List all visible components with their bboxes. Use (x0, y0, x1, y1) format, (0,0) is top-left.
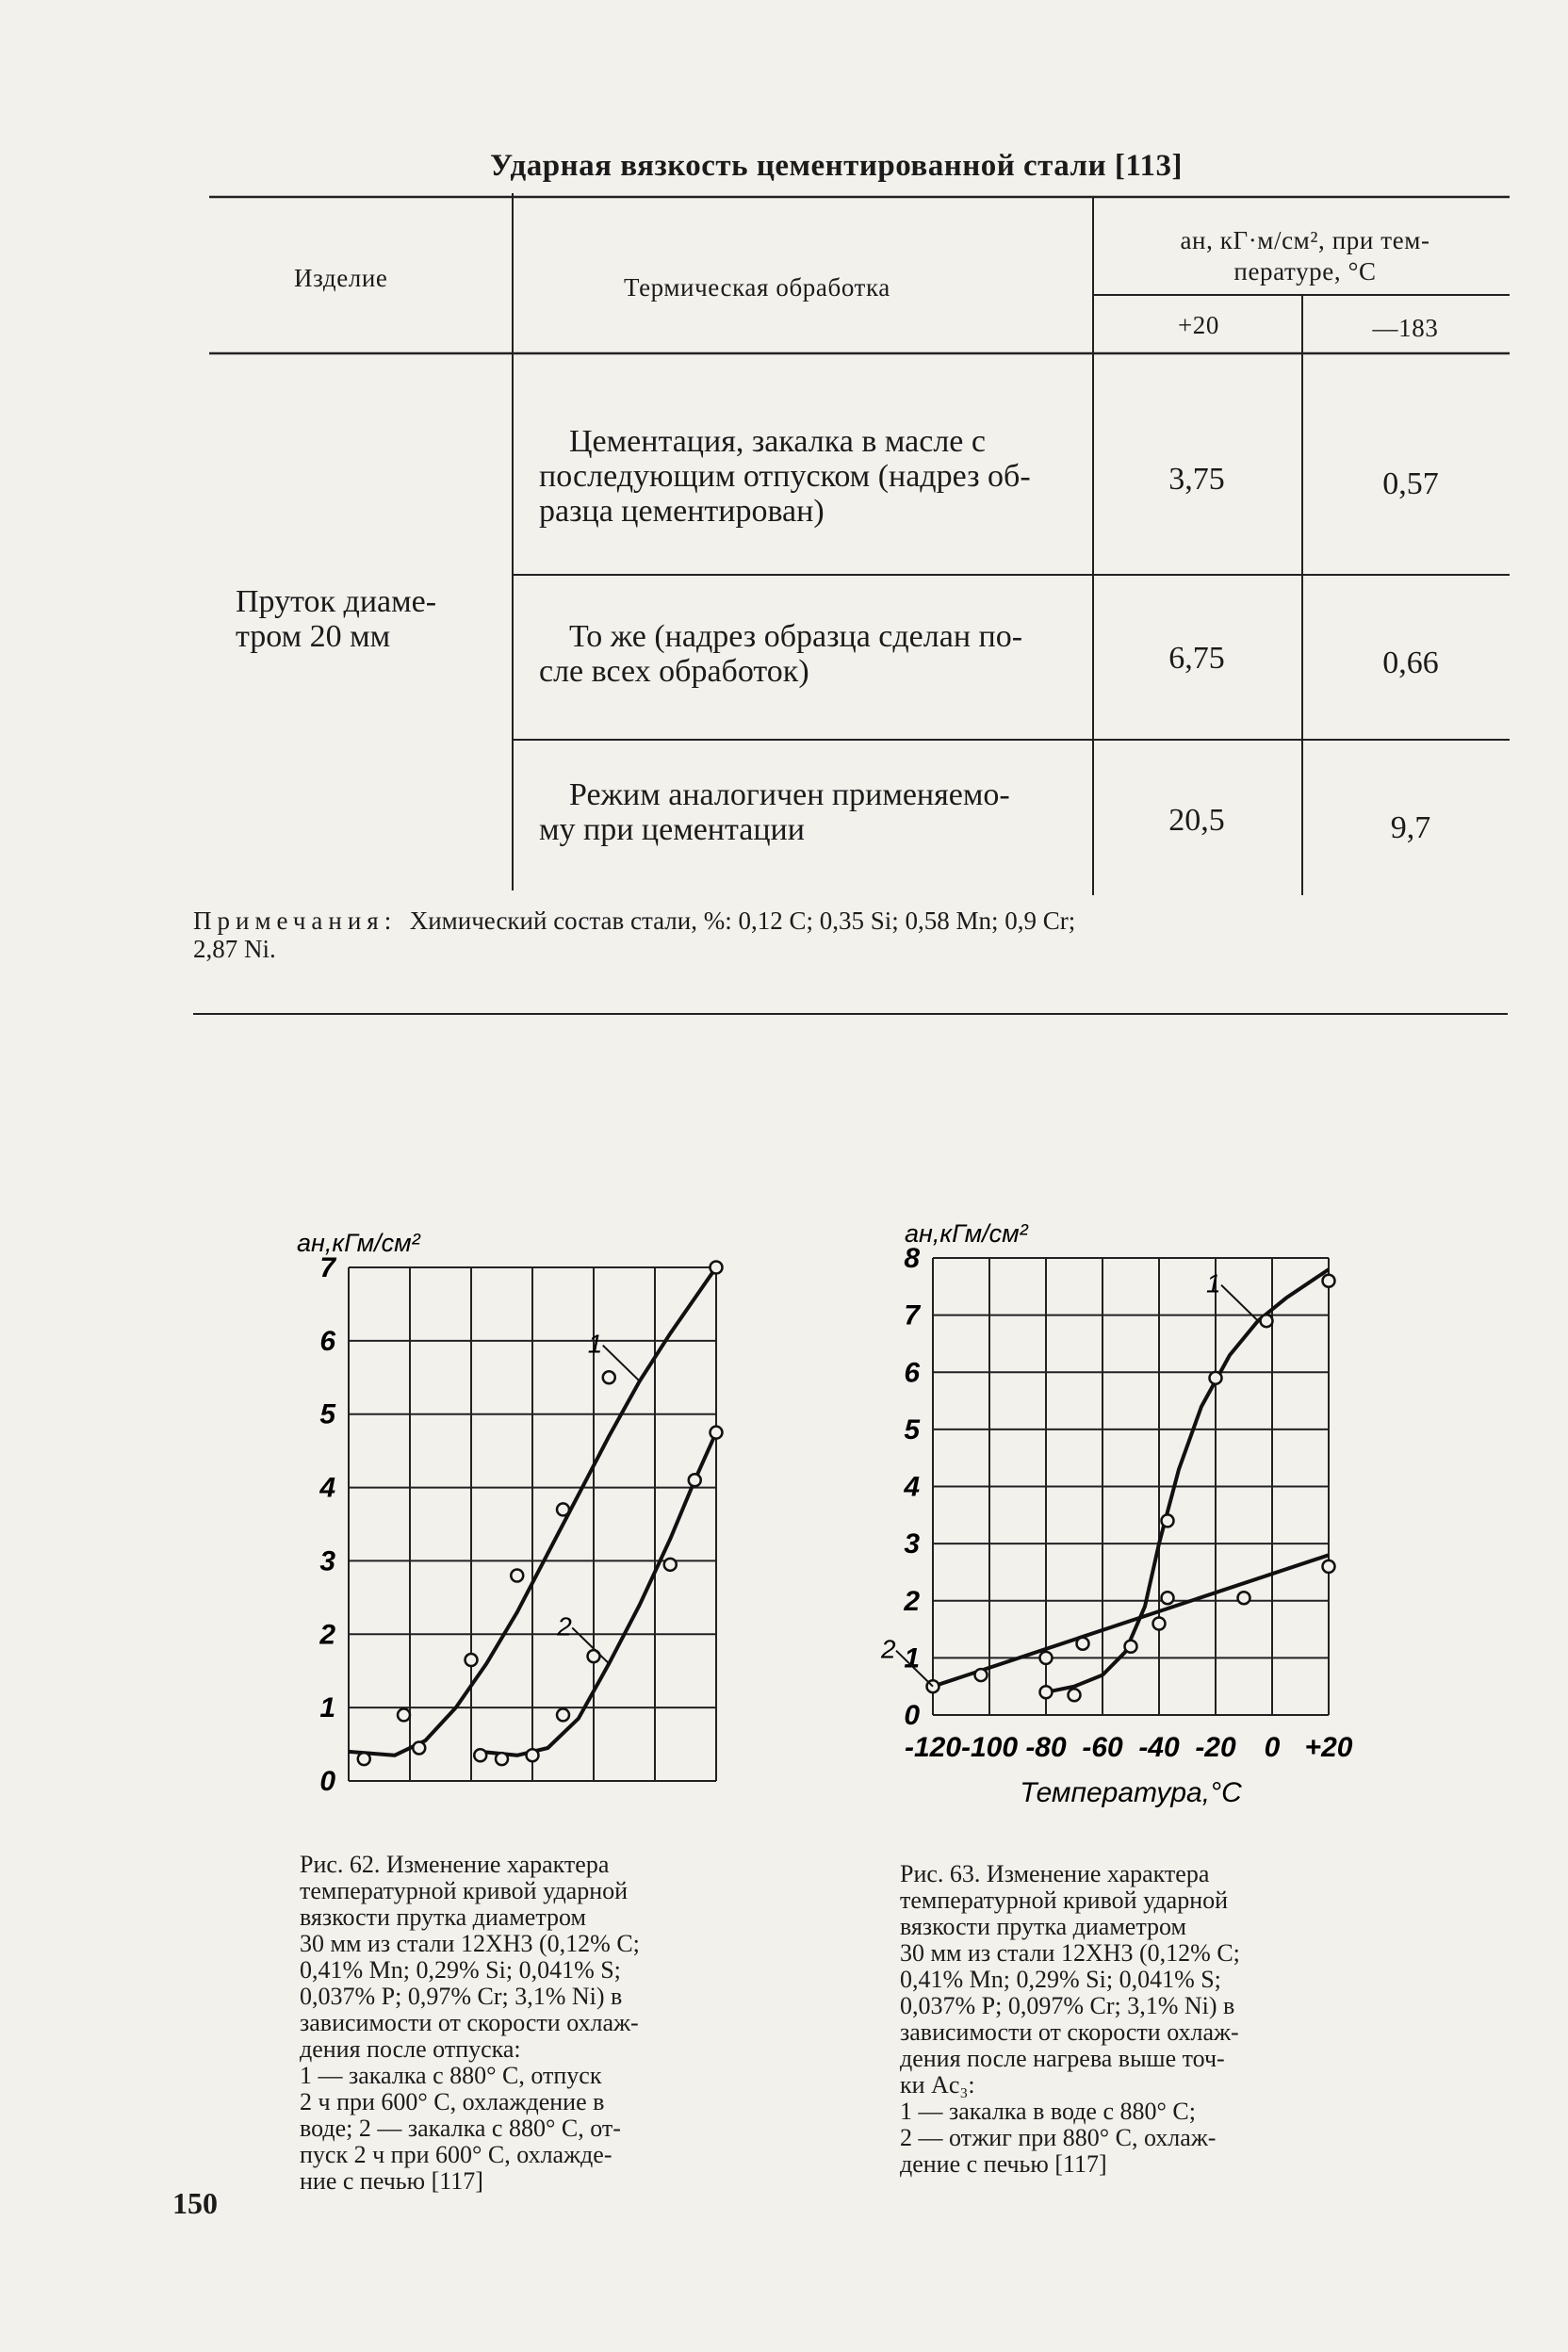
header-product: Изделие (294, 264, 388, 292)
y-tick-label: 6 (904, 1357, 920, 1389)
row1-treatment-line3: разца цементирован) (539, 494, 825, 529)
row1-treatment-line2: последующим отпуском (надрез об- (539, 459, 1031, 494)
series-1-point (1162, 1514, 1174, 1527)
caption-line: температурной кривой ударной (900, 1886, 1229, 1914)
series-1-point (1210, 1372, 1222, 1384)
series-1-point (710, 1262, 723, 1274)
figure-62-svg (240, 1197, 806, 1800)
y-tick-label: 8 (904, 1243, 920, 1274)
series-2-point (527, 1749, 539, 1761)
series-1-point (358, 1753, 370, 1765)
row1-value-plus20: 3,75 (1168, 462, 1225, 497)
y-axis-label: aн,кГм/см² (297, 1229, 420, 1257)
caption-line: температурной кривой ударной (300, 1877, 629, 1904)
figure-63-caption (900, 1861, 1352, 2178)
caption-line: дения после нагрева выше точ- (900, 2045, 1225, 2072)
x-tick-label (389, 1798, 431, 1800)
figure-62-chart (240, 1197, 806, 1800)
caption-line: вязкости прутка диаметром (300, 1903, 586, 1931)
caption-line: вязкости прутка диаметром (900, 1913, 1186, 1940)
series-1-point (398, 1708, 410, 1721)
series-1-point (466, 1654, 478, 1666)
x-tick-label: -100 (960, 1732, 1019, 1763)
y-tick-label: 6 (319, 1325, 335, 1357)
series-1-point (557, 1503, 569, 1515)
x-tick-label (512, 1798, 553, 1800)
caption-line: зависимости от скорости охлаж- (900, 2018, 1239, 2046)
series-1-point (1323, 1275, 1335, 1287)
series-1-curve (1046, 1269, 1329, 1692)
series-2-point (975, 1669, 988, 1681)
x-tick-label: -80 (1025, 1732, 1067, 1763)
page-number: 150 (172, 2186, 218, 2220)
note-line2: 2,87 Ni. (193, 935, 276, 963)
header-treatment: Термическая обработка (624, 273, 890, 302)
row3-value-minus183: 9,7 (1390, 810, 1431, 845)
row1-treatment-line1: Цементация, закалка в масле с (569, 424, 986, 459)
y-tick-label: 2 (319, 1619, 335, 1651)
caption-line: Рис. 62. Изменение характера (300, 1851, 610, 1878)
header-temp-minus183: —183 (1372, 314, 1439, 342)
caption-line: 30 мм из стали 12ХН3 (0,12% C; (900, 1939, 1240, 1967)
caption-line: зависимости от скорости охлаж- (300, 2009, 639, 2036)
x-tick-label: -60 (1082, 1732, 1123, 1763)
series-1-point (1125, 1641, 1137, 1653)
series-1-label: 1 (1206, 1268, 1221, 1298)
y-tick-label: 5 (319, 1398, 335, 1430)
row2-value-plus20: 6,75 (1168, 641, 1225, 676)
x-tick-label (693, 1798, 741, 1800)
figure-62-caption (300, 1852, 747, 2195)
caption-line: 0,41% Mn; 0,29% Si; 0,041% S; (900, 1966, 1221, 1993)
series-2-label: 2 (557, 1611, 572, 1642)
x-tick-label: -40 (1138, 1732, 1180, 1763)
figure-63-svg (848, 1197, 1395, 1809)
y-tick-label: 1 (319, 1692, 335, 1724)
row1-value-minus183: 0,57 (1382, 466, 1439, 501)
y-tick-label: 4 (319, 1472, 335, 1504)
series-2-point (1238, 1592, 1250, 1604)
series-2-point (474, 1749, 486, 1761)
y-tick-label: 7 (904, 1299, 920, 1331)
caption-line: пуск 2 ч при 600° C, охлажде- (300, 2141, 612, 2168)
series-1-point (1261, 1315, 1273, 1327)
x-tick-label: +20 (1304, 1732, 1353, 1763)
y-tick-label: 3 (904, 1528, 920, 1560)
caption-line: воде; 2 — закалка с 880° C, от- (300, 2115, 621, 2142)
note-label: Примечания: (193, 906, 398, 935)
impact-table (209, 193, 1510, 900)
series-1-point (1040, 1686, 1053, 1698)
header-temp-plus20: +20 (1177, 311, 1220, 339)
row3-treatment-line2: му при цементации (539, 812, 805, 847)
series-2-point (689, 1474, 701, 1486)
row3-treatment-line1: Режим аналогичен применяемо- (569, 777, 1010, 812)
series-1-label: 1 (587, 1329, 603, 1359)
series-2-curve (933, 1555, 1329, 1686)
x-tick-label (647, 1798, 663, 1800)
caption-line: ние с печью [117] (300, 2167, 483, 2195)
x-tick-label: -20 (1195, 1732, 1236, 1763)
caption-line: 2 ч при 600° C, охлаждение в (300, 2088, 605, 2115)
caption-line: 30 мм из стали 12ХН3 (0,12% C; (300, 1930, 640, 1957)
y-tick-label: 3 (319, 1545, 335, 1577)
series-2-point (1153, 1618, 1166, 1630)
y-tick-label: 0 (904, 1700, 920, 1731)
series-2-point (664, 1559, 677, 1571)
product-line1: Пруток диаме- (236, 584, 437, 619)
figure-63-chart (848, 1197, 1395, 1809)
x-tick-label (573, 1798, 614, 1800)
series-1-point (1069, 1689, 1081, 1701)
caption-line: 1 — закалка с 880° C, отпуск (300, 2062, 602, 2089)
y-axis-label: aн,кГм/см² (905, 1219, 1028, 1248)
series-2-point (1077, 1638, 1089, 1650)
caption-line: дение с печью [117] (900, 2150, 1107, 2178)
x-tick-label: -120 (904, 1732, 962, 1763)
caption-line: 1 — закалка в воде с 880° C; (900, 2098, 1196, 2125)
series-1-point (511, 1570, 523, 1582)
y-tick-label: 0 (319, 1766, 335, 1797)
caption-line: дения после отпуска: (300, 2035, 521, 2063)
series-2-point (1162, 1592, 1174, 1604)
table-title: Ударная вязкость цементированной стали [113] (490, 149, 1183, 183)
header-value-line1: aн, кГ·м/см², при тем- (1180, 226, 1430, 254)
x-tick-label (320, 1798, 377, 1800)
caption-line: 0,41% Mn; 0,29% Si; 0,041% S; (300, 1956, 621, 1984)
series-2-point (710, 1427, 723, 1439)
x-tick-label: 0 (1264, 1732, 1281, 1763)
series-2-label: 2 (881, 1634, 896, 1664)
y-tick-label: 7 (319, 1252, 335, 1283)
caption-line: 0,037% P; 0,097% Cr; 3,1% Ni) в (900, 1992, 1235, 2019)
y-tick-label: 1 (904, 1642, 920, 1674)
y-tick-label: 5 (904, 1413, 920, 1446)
header-value-line2: пературе, °C (1233, 257, 1377, 286)
series-2-point (1323, 1560, 1335, 1573)
caption-line: ки Ac₃: (900, 2071, 975, 2099)
caption-line: 0,037% P; 0,97% Cr; 3,1% Ni) в (300, 1983, 623, 2010)
row2-treatment-line2: сле всех обработок) (539, 654, 809, 689)
row3-value-plus20: 20,5 (1168, 803, 1225, 838)
caption-line: 2 — отжиг при 880° C, охлаж- (900, 2124, 1217, 2151)
x-axis-label: Температура,°C (1020, 1777, 1242, 1808)
series-2-point (557, 1708, 569, 1721)
divider-rule (193, 1013, 1508, 1015)
y-tick-label: 4 (904, 1471, 920, 1503)
y-tick-label: 2 (904, 1585, 920, 1617)
series-2-point (496, 1753, 508, 1765)
series-1-point (413, 1741, 425, 1754)
row2-value-minus183: 0,66 (1382, 645, 1439, 680)
series-2-point (1040, 1652, 1053, 1664)
table-note (193, 906, 1512, 963)
series-1-point (603, 1371, 615, 1383)
row2-treatment-line1: То же (надрез образца сделан по- (569, 619, 1023, 654)
product-line2: тром 20 мм (236, 619, 391, 654)
x-tick-label (450, 1798, 492, 1800)
note-line1: Химический состав стали, %: 0,12 C; 0,35 Si; 0,58 Mn; 0,9 Cr; (409, 906, 1076, 935)
caption-line: Рис. 63. Изменение характера (900, 1860, 1210, 1887)
